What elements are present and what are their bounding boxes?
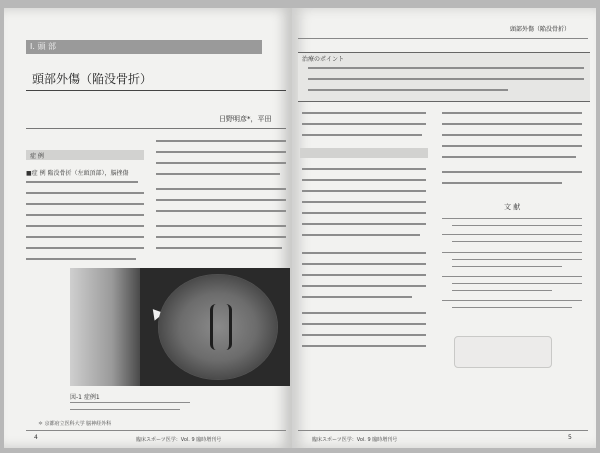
journal-footer-right: 臨床スポーツ医学：Vol. 9 臨時増刊号	[312, 437, 398, 443]
footnote: ＊ 京都府立医科大学 脳神経外科	[38, 421, 112, 427]
text-line	[156, 247, 282, 249]
text-line	[302, 212, 426, 214]
text-line	[442, 182, 562, 184]
text-line	[26, 192, 144, 194]
reference-line	[442, 218, 582, 219]
text-line	[308, 89, 508, 91]
article-title: 頭部外傷（陥没骨折）	[32, 72, 153, 86]
right-page	[292, 8, 596, 448]
text-line	[302, 134, 422, 136]
figure-caption: 図-1 症例1	[70, 394, 100, 401]
section-rule	[26, 128, 286, 129]
text-line	[302, 190, 426, 192]
left-page	[4, 8, 292, 448]
text-line	[442, 145, 582, 147]
author-line: 日野明彦*，平田	[219, 115, 272, 123]
text-line	[26, 181, 138, 183]
ct-scan-figure	[70, 268, 290, 386]
caption-line	[70, 402, 190, 403]
title-rule	[26, 90, 286, 91]
text-line	[26, 203, 144, 205]
text-line	[26, 258, 136, 260]
text-line	[308, 78, 584, 80]
reference-line	[452, 225, 582, 226]
text-line	[302, 201, 426, 203]
reference-line	[442, 234, 582, 235]
text-line	[26, 214, 144, 216]
running-head: 頭部外傷（陥没骨折）	[510, 26, 571, 33]
journal-footer-left: 臨床スポーツ医学：Vol. 9 臨時増刊号	[136, 437, 222, 443]
text-line	[302, 168, 426, 170]
reference-line	[452, 241, 582, 242]
text-line	[156, 225, 286, 227]
reference-line	[442, 276, 582, 277]
text-line	[156, 188, 286, 190]
text-line	[302, 223, 426, 225]
text-line	[156, 210, 286, 212]
text-line	[26, 225, 144, 227]
text-line	[26, 236, 144, 238]
faint-stamp-watermark	[454, 336, 552, 368]
head-rule	[298, 38, 588, 39]
footer-rule-right	[298, 430, 588, 431]
xray-plain-film	[70, 268, 140, 386]
text-line	[26, 247, 144, 249]
text-line	[442, 171, 582, 173]
reference-line	[452, 266, 562, 267]
text-line	[302, 123, 426, 125]
reference-line	[452, 283, 582, 284]
page-number-right: 5	[568, 434, 572, 441]
text-line	[302, 252, 426, 254]
footer-rule	[26, 430, 286, 431]
caption-line	[70, 409, 180, 410]
text-line	[156, 151, 286, 153]
reference-line	[442, 252, 582, 253]
case-section-label: 症 例	[30, 153, 44, 160]
reference-line	[452, 307, 572, 308]
case-heading: ■症 例 陥没骨折（左頭頂部），脳挫傷	[26, 170, 129, 177]
text-line	[302, 179, 426, 181]
text-line	[442, 112, 582, 114]
text-line	[308, 67, 584, 69]
text-line	[156, 199, 286, 201]
page-number-left: 4	[34, 434, 38, 441]
text-line	[302, 334, 426, 336]
text-line	[156, 173, 280, 175]
text-line	[156, 140, 286, 142]
text-line	[156, 162, 286, 164]
references-title: 文 献	[504, 203, 521, 211]
text-line	[302, 234, 420, 236]
text-line	[302, 323, 426, 325]
text-line	[302, 285, 426, 287]
reference-line	[452, 259, 582, 260]
text-line	[302, 274, 426, 276]
point-box-header: 治療のポイント	[302, 56, 345, 63]
chapter-band	[26, 40, 262, 54]
text-line	[156, 236, 286, 238]
text-line	[442, 134, 582, 136]
ventricle-shape	[210, 304, 232, 350]
reference-line	[452, 290, 552, 291]
text-line	[442, 156, 576, 158]
text-line	[302, 263, 426, 265]
text-line	[302, 312, 426, 314]
reference-line	[442, 300, 582, 301]
text-line	[302, 296, 412, 298]
section-heading-bar	[300, 148, 428, 158]
text-line	[302, 112, 426, 114]
text-line	[302, 345, 426, 347]
text-line	[442, 123, 582, 125]
chapter-label: Ⅰ. 頭 部	[30, 42, 56, 51]
